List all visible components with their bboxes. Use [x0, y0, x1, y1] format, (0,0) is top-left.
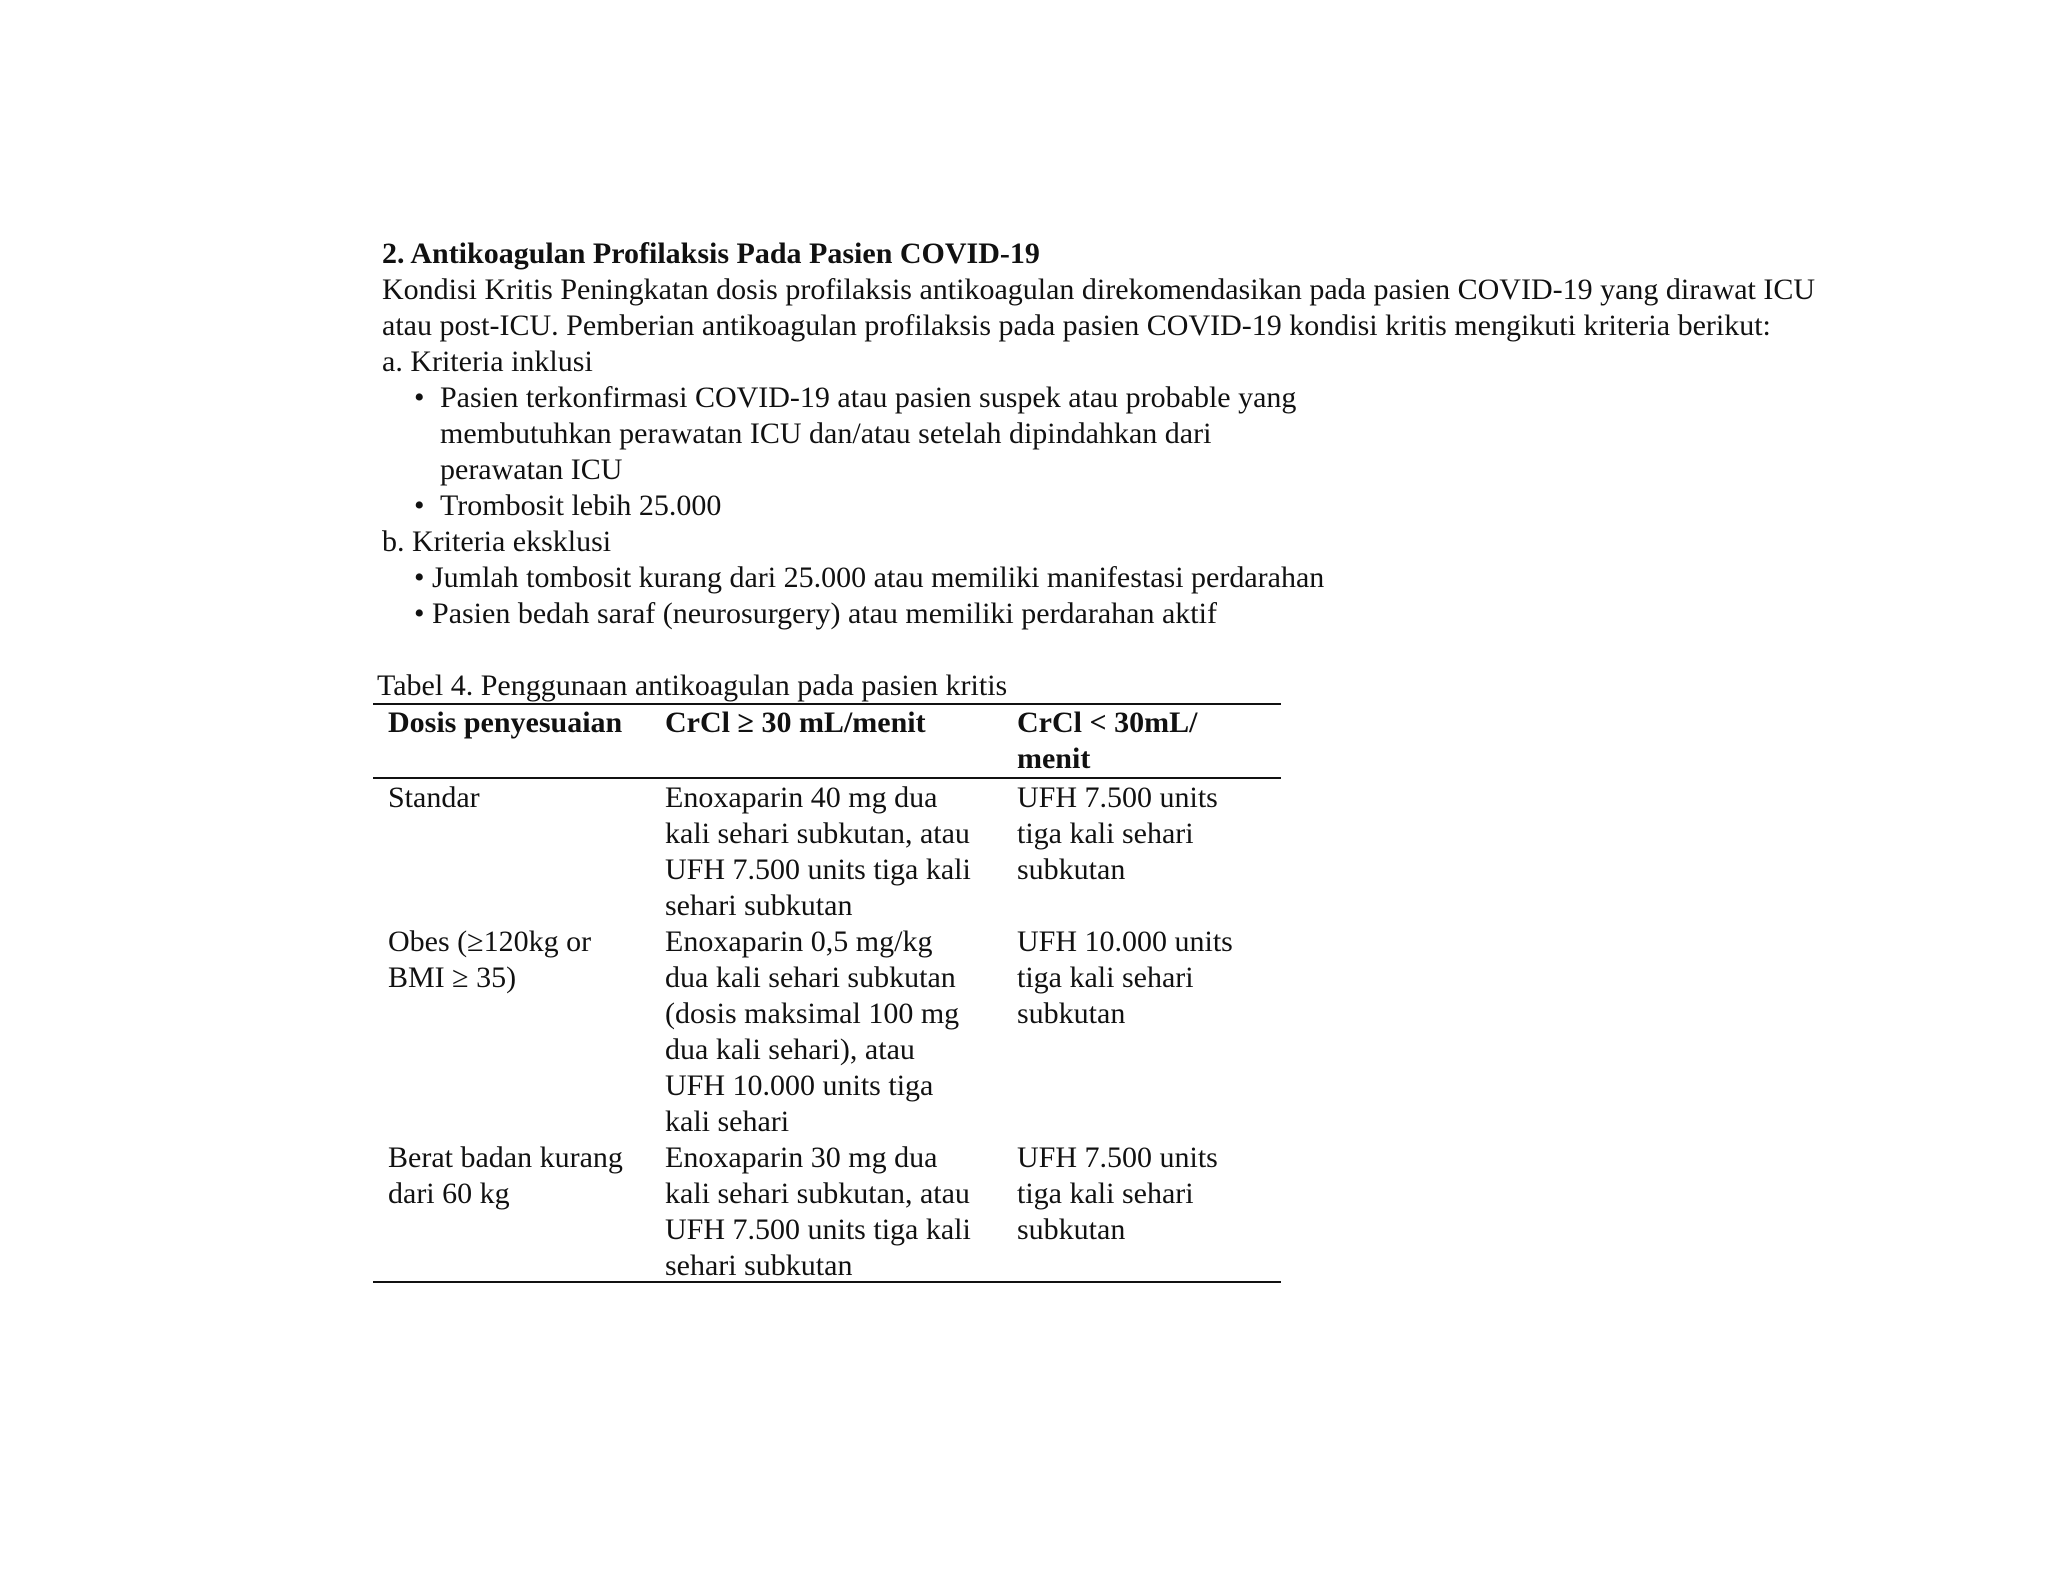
table-header-rule	[373, 777, 1281, 779]
section-title: 2. Antikoagulan Profilaksis Pada Pasien COVID-19	[382, 237, 1040, 270]
cell-line: UFH 7.500 units tiga kali	[665, 1213, 971, 1246]
inclusion-item-2: Trombosit lebih 25.000	[440, 489, 722, 522]
table-header-dose	[388, 705, 622, 741]
cell-line: UFH 7.500 units tiga kali	[665, 853, 971, 886]
cell-line: Enoxaparin 0,5 mg/kg	[665, 925, 933, 958]
exclusion-heading: b. Kriteria eksklusi	[382, 525, 612, 558]
table-cell-dose	[388, 1140, 623, 1212]
bullet-icon: •	[414, 489, 425, 522]
cell-line: Standar	[388, 781, 480, 814]
table-cell-crcl-high	[665, 1140, 971, 1284]
cell-line: UFH 7.500 units	[1017, 781, 1218, 814]
cell-line: Obes (≥120kg or	[388, 925, 592, 958]
cell-line: subkutan	[1017, 853, 1126, 886]
cell-line: subkutan	[1017, 997, 1126, 1030]
cell-line: kali sehari subkutan, atau	[665, 1177, 970, 1210]
table-caption: Tabel 4. Penggunaan antikoagulan pada pasien kritis	[377, 669, 1008, 702]
table-cell-dose	[388, 780, 480, 816]
bullet-icon: •	[414, 381, 425, 414]
inclusion-heading: a. Kriteria inklusi	[382, 345, 593, 378]
cell-line: Enoxaparin 40 mg dua	[665, 781, 938, 814]
inclusion-item-1-line-2: membutuhkan perawatan ICU dan/atau setelah dipindahkan dari	[440, 417, 1212, 450]
cell-line: sehari subkutan	[665, 1249, 853, 1282]
cell-line: subkutan	[1017, 1213, 1126, 1246]
cell-line: Enoxaparin 30 mg dua	[665, 1141, 938, 1174]
inclusion-item-1-line-3: perawatan ICU	[440, 453, 623, 486]
cell-line: dua kali sehari), atau	[665, 1033, 915, 1066]
table-header-label: CrCl < 30mL/	[1017, 706, 1198, 739]
inclusion-item-1-line-1: Pasien terkonfirmasi COVID-19 atau pasien suspek atau probable yang	[440, 381, 1297, 414]
table-cell-crcl-high	[665, 780, 971, 924]
cell-line: (dosis maksimal 100 mg	[665, 997, 960, 1030]
table-cell-dose	[388, 924, 591, 996]
cell-line: tiga kali sehari	[1017, 1177, 1194, 1210]
table-header-label: menit	[1017, 742, 1091, 775]
table-header-crcl-high	[665, 705, 926, 741]
cell-line: kali sehari	[665, 1105, 790, 1138]
table-cell-crcl-low	[1017, 924, 1233, 1032]
cell-line: BMI ≥ 35)	[388, 961, 517, 994]
paragraph-line-2: atau post-ICU. Pemberian antikoagulan profilaksis pada pasien COVID-19 kondisi kritis mengikuti kriteria berikut:	[382, 309, 1771, 342]
cell-line: Berat badan kurang	[388, 1141, 623, 1174]
table-cell-crcl-high	[665, 924, 959, 1140]
paragraph-line-1: Kondisi Kritis Peningkatan dosis profilaksis antikoagulan direkomendasikan pada pasien COVID-19 yang dirawat ICU	[382, 273, 1816, 306]
cell-line: tiga kali sehari	[1017, 961, 1194, 994]
cell-line: UFH 7.500 units	[1017, 1141, 1218, 1174]
cell-line: UFH 10.000 units tiga	[665, 1069, 934, 1102]
table-header-label: Dosis penyesuaian	[388, 706, 623, 739]
cell-line: dua kali sehari subkutan	[665, 961, 956, 994]
table-header-label: CrCl ≥ 30 mL/menit	[665, 706, 926, 739]
table-cell-crcl-low	[1017, 1140, 1218, 1248]
exclusion-item-2: • Pasien bedah saraf (neurosurgery) atau memiliki perdarahan aktif	[414, 597, 1217, 630]
cell-line: tiga kali sehari	[1017, 817, 1194, 850]
cell-line: dari 60 kg	[388, 1177, 510, 1210]
cell-line: kali sehari subkutan, atau	[665, 817, 970, 850]
cell-line: UFH 10.000 units	[1017, 925, 1233, 958]
table-cell-crcl-low	[1017, 780, 1218, 888]
exclusion-item-1: • Jumlah tombosit kurang dari 25.000 atau memiliki manifestasi perdarahan	[414, 561, 1325, 594]
table-header-crcl-low	[1017, 705, 1197, 777]
cell-line: sehari subkutan	[665, 889, 853, 922]
